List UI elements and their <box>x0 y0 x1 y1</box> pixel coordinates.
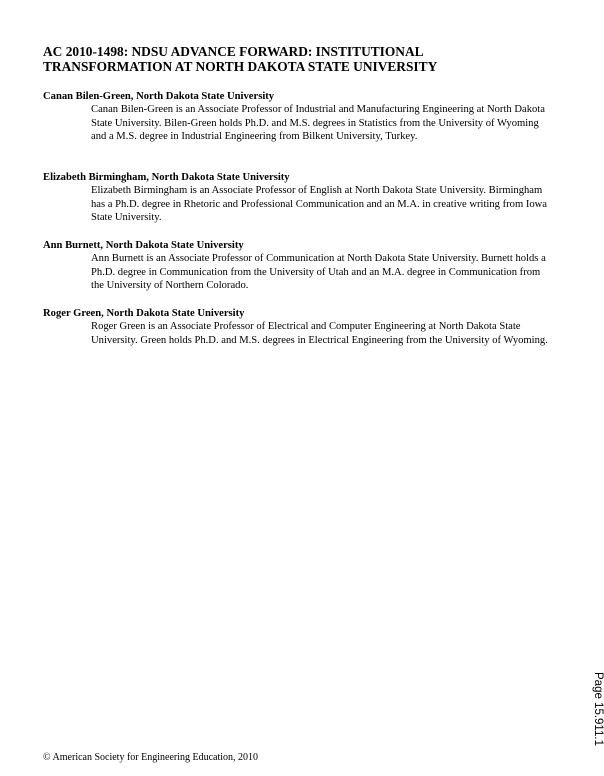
paper-title <box>43 44 563 74</box>
author-block-burnett <box>43 240 563 293</box>
page-number: Page 15.911.1 <box>592 672 604 746</box>
paper-title-line-2: TRANSFORMATION AT NORTH DAKOTA STATE UNIVERSITY <box>43 59 438 74</box>
copyright-footer: © American Society for Engineering Education, 2010 <box>43 752 259 763</box>
author-bio: Roger Green is an Associate Professor of Electrical and Computer Engineering at North Dakota State University. Green holds Ph.D. and M.S. degrees in Electrical Engineering from the University of Wyoming. <box>91 321 548 346</box>
author-block-birmingham <box>43 172 563 225</box>
author-bio: Elizabeth Birmingham is an Associate Professor of English at North Dakota State University. Birmingham has a Ph.D. degree in Rhetoric and Professional Communication and an M.A. in creative writing from Iowa State University. <box>91 185 548 224</box>
author-name: Roger Green, North Dakota State University <box>43 308 245 319</box>
paper-title-line-1: AC 2010-1498: NDSU ADVANCE FORWARD: INSTITUTIONAL <box>43 44 424 59</box>
author-bio: Canan Bilen-Green is an Associate Professor of Industrial and Manufacturing Engineering at North Dakota State University. Bilen-Green holds Ph.D. and M.S. degrees in Statistics from the University of Wyoming and a M.S. degree in Industrial Engineering from Bilkent University, Turkey. <box>91 104 545 143</box>
author-name: Elizabeth Birmingham, North Dakota State University <box>43 172 290 183</box>
author-bio: Ann Burnett is an Associate Professor of Communication at North Dakota State University. Burnett holds a Ph.D. degree in Communication from the University of Utah and an M.A. degree in Communication from the University of Northern Colorado. <box>91 253 546 292</box>
author-name: Canan Bilen-Green, North Dakota State University <box>43 91 275 102</box>
author-block-green <box>43 308 563 347</box>
author-name: Ann Burnett, North Dakota State University <box>43 240 244 251</box>
author-block-bilen-green <box>43 91 563 144</box>
